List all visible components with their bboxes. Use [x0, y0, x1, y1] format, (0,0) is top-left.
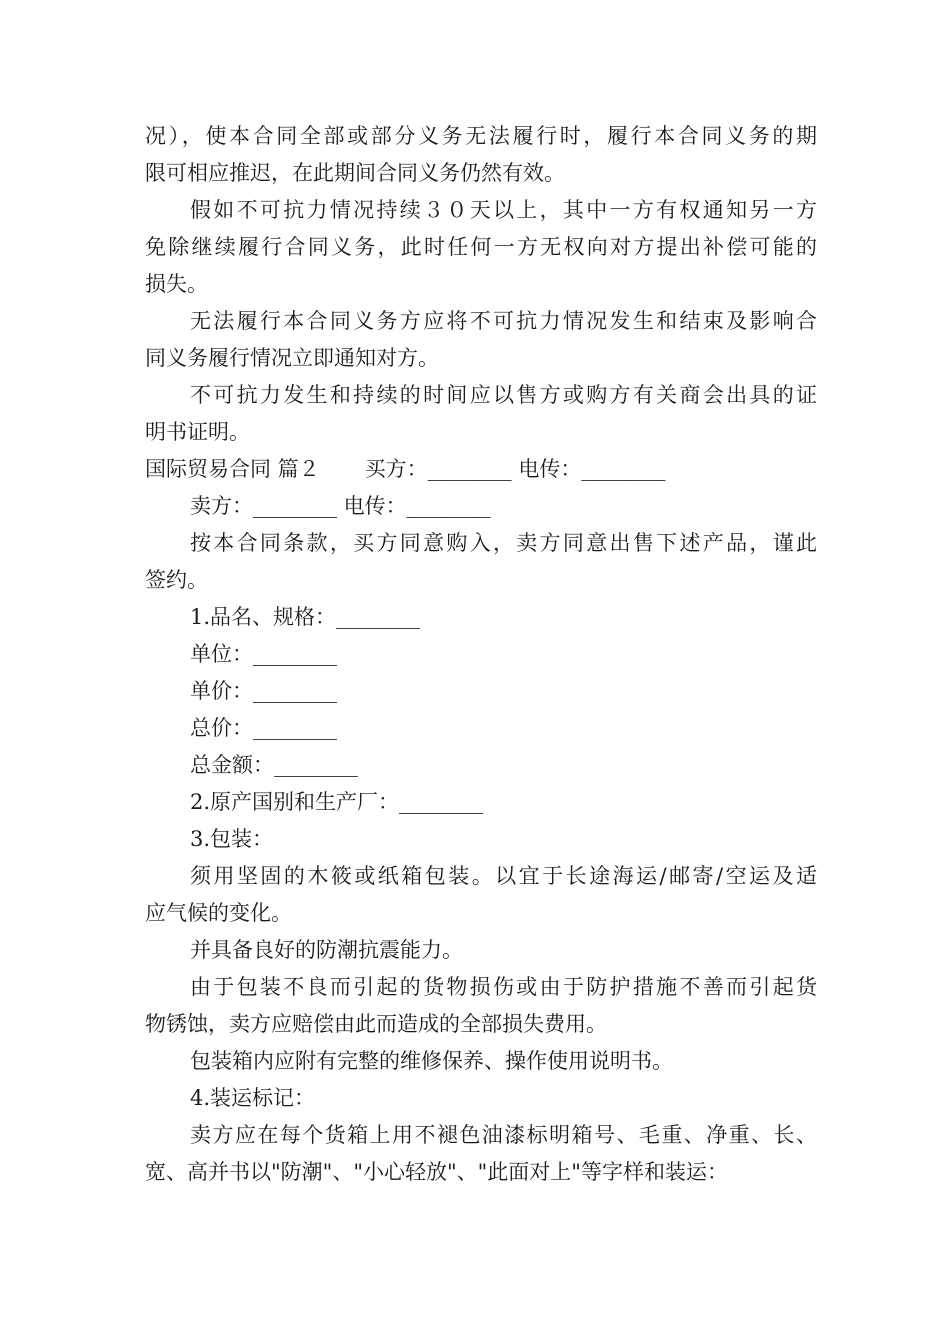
paragraph-line: 并具备良好的防潮抗震能力。: [190, 938, 463, 962]
paragraph-line: 假如不可抗力情况持续３０天以上，其中一方有权通知另一方: [190, 198, 817, 222]
paragraph-line: 卖方应在每个货箱上用不褪色油漆标明箱号、毛重、净重、长、: [190, 1123, 817, 1147]
paragraph-line: 签约。: [145, 568, 208, 592]
seller-line: 卖方：________ 电传：________: [190, 494, 491, 518]
paragraph-line: 无法履行本合同义务方应将不可抗力情况发生和结束及影响合: [190, 309, 817, 333]
paragraph-line: 包装箱内应附有完整的维修保养、操作使用说明书。: [190, 1049, 673, 1073]
section-heading-line: [145, 451, 817, 488]
paragraph-line: 由于包装不良而引起的货物损伤或由于防护措施不善而引起货: [190, 975, 817, 999]
paragraph-line: 同义务履行情况立即通知对方。: [145, 346, 439, 370]
clause-heading: 4.装运标记：: [190, 1086, 316, 1110]
field-line: 单位：________: [190, 642, 337, 666]
field-line: 总金额：________: [190, 753, 358, 777]
paragraph-line: 应气候的变化。: [145, 901, 292, 925]
paragraph-line: 免除继续履行合同义务，此时任何一方无权向对方提出补偿可能的: [145, 235, 817, 259]
document-page: [145, 118, 817, 1191]
paragraph-line: 损失。: [145, 272, 208, 296]
paragraph-line: 按本合同条款，买方同意购入，卖方同意出售下述产品，谨此: [190, 531, 817, 555]
field-line: 总价：________: [190, 716, 337, 740]
paragraph-line: 明书证明。: [145, 420, 250, 444]
section-heading: 国际贸易合同 篇２: [145, 457, 320, 481]
field-line: 2.原产国别和生产厂：________: [190, 790, 484, 814]
paragraph-line: 须用坚固的木筱或纸箱包装。以宜于长途海运/邮寄/空运及适: [190, 864, 817, 888]
paragraph-line: 物锈蚀，卖方应赔偿由此而造成的全部损失费用。: [145, 1012, 607, 1036]
field-line: 1.品名、规格：________: [190, 605, 421, 629]
clause-heading: 3.包装：: [190, 827, 274, 851]
paragraph-line: 宽、高并书以"防潮"、"小心轻放"、"此面对上"等字样和装运：: [145, 1160, 728, 1184]
paragraph-line: 不可抗力发生和持续的时间应以售方或购方有关商会出具的证: [190, 383, 817, 407]
buyer-line: 买方：________ 电传：________: [364, 457, 666, 481]
paragraph-line: 况），使本合同全部或部分义务无法履行时，履行本合同义务的期: [145, 124, 817, 148]
paragraph-line: 限可相应推迟，在此期间合同义务仍然有效。: [145, 161, 565, 185]
field-line: 单价：________: [190, 679, 337, 703]
